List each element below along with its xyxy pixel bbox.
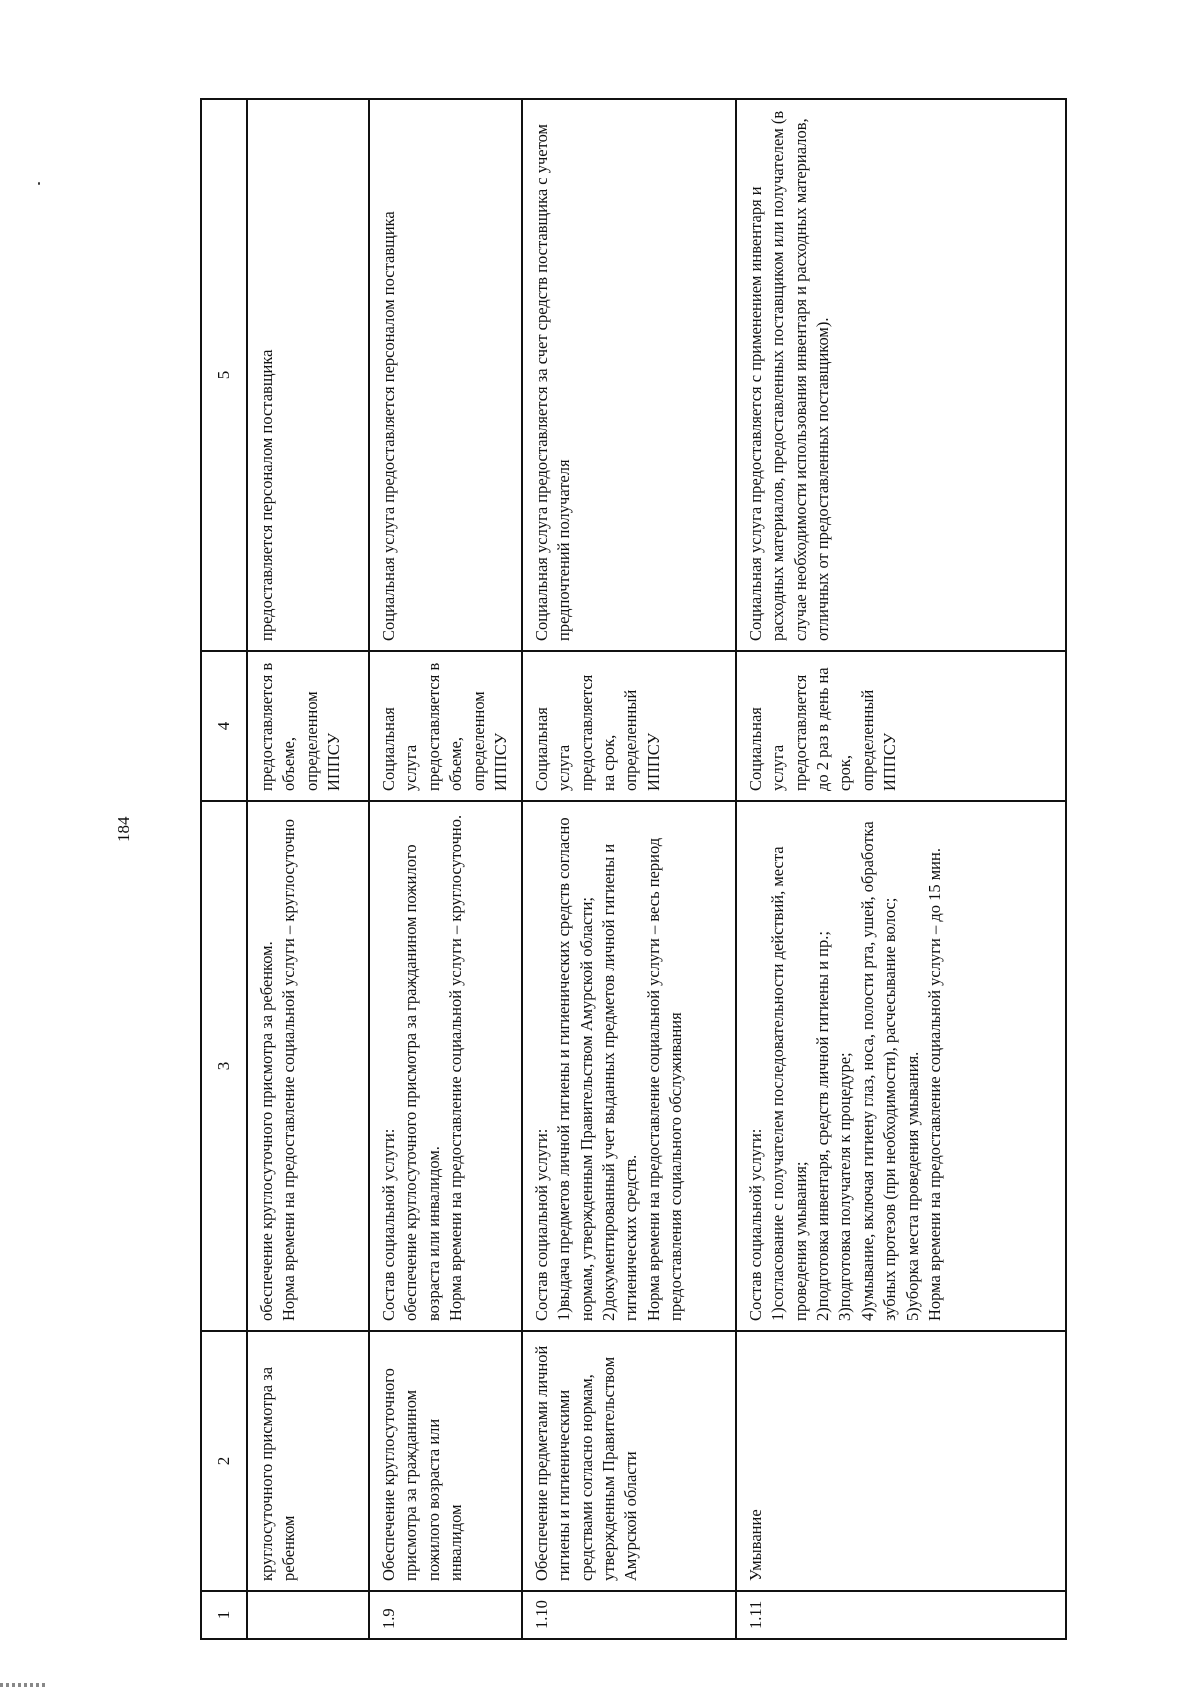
service-conditions: Социальная услуга предоставляется персоналом поставщика [369, 99, 522, 651]
service-content [247, 801, 369, 1331]
service-name: Обеспечение круглосуточного присмотра за гражданином пожилого возраста или инвалидом [369, 1331, 522, 1591]
content-line: обеспечение круглосуточного присмотра за ребенком. [257, 941, 276, 1321]
service-content [522, 801, 736, 1331]
content-line: 1)выдача предметов личной гигиены и гигиенических средств согласно нормам, утвержденным Правительством Амурской области; [554, 817, 596, 1321]
content-line: Состав социальной услуги: [379, 1128, 398, 1321]
content-line: Норма времени на предоставление социальной услуги – весь период предоставления социального обслуживания [643, 837, 686, 1321]
header-col-1: 1 [201, 1591, 247, 1639]
header-row [201, 99, 247, 1639]
header-col-4: 4 [201, 651, 247, 801]
service-conditions: Социальная услуга предоставляется с применением инвентаря и расходных материалов, предоставленных поставщиком или получателем (в случае необходимости использования инвентаря и расходных материалов, отличных от предоставленных поставщиком). [736, 99, 1066, 651]
row-number [247, 1591, 369, 1639]
content-line: Норма времени на предоставление социальной услуги – круглосуточно [279, 818, 299, 1321]
content-line: 5)уборка места проведения умывания. [902, 1051, 922, 1321]
header-col-2: 2 [201, 1331, 247, 1591]
header-col-5: 5 [201, 99, 247, 651]
table-row [369, 99, 522, 1639]
service-volume: Социальная услуга предоставляется на срок, определенный ИППСУ [522, 651, 736, 801]
content-line: 3)подготовка получателя к процедуре; [835, 1052, 855, 1321]
content-line: Состав социальной услуги: [531, 1128, 551, 1321]
content-line: 2)документированный учет выданных предметов личной гигиены и гигиенических средств. [598, 843, 641, 1321]
row-number: 1.11 [736, 1591, 1066, 1639]
content-line: 1)согласование с получателем последовательности действий, места проведения умывания; [768, 846, 810, 1321]
service-volume: предоставляется в объеме, определенном ИППСУ [247, 651, 369, 801]
content-line: 4)умывание, включая гигиену глаз, носа, полости рта, ушей, обработка зубных протезов (при необходимости), расчесывание волос; [857, 821, 900, 1321]
service-name: Обеспечение предметами личной гигиены и гигиеническими средствами согласно нормам, утвержденным Правительством Амурской области [522, 1331, 736, 1591]
service-content [369, 801, 522, 1331]
table-row [247, 99, 369, 1639]
service-content [736, 801, 1066, 1331]
table-row [736, 99, 1066, 1639]
service-conditions: Социальная услуга предоставляется за счет средств поставщика с учетом предпочтений получателя [522, 99, 736, 651]
row-number: 1.10 [522, 1591, 736, 1639]
services-table [200, 98, 1067, 1640]
content-line: Состав социальной услуги: [745, 1128, 765, 1321]
header-col-3: 3 [201, 801, 247, 1331]
content-line: Норма времени на предоставление социальной услуги – до 15 мин. [925, 848, 945, 1321]
service-conditions: предоставляется персоналом поставщика [247, 99, 369, 651]
service-name: круглосуточного присмотра за ребенком [247, 1331, 369, 1591]
content-line: 2)подготовка инвентаря, средств личной гигиены и пр.; [812, 931, 832, 1321]
scan-edge-mark [0, 1683, 46, 1687]
service-name: Умывание [736, 1331, 1066, 1591]
content-line: Норма времени на предоставление социальной услуги – круглосуточно. [446, 814, 466, 1321]
row-number: 1.9 [369, 1591, 522, 1639]
service-volume: Социальная услуга предоставляется в объеме, определенном ИППСУ [369, 651, 522, 801]
scan-speck [38, 182, 40, 185]
table-row [522, 99, 736, 1639]
content-line: обеспечение круглосуточного присмотра за гражданином пожилого возраста или инвалидом. [401, 844, 443, 1321]
page-number: 184 [114, 816, 133, 842]
rotated-table-container [200, 100, 1050, 1640]
service-volume: Социальная услуга предоставляется до 2 раз в день на срок, определенный ИППСУ [736, 651, 1066, 801]
